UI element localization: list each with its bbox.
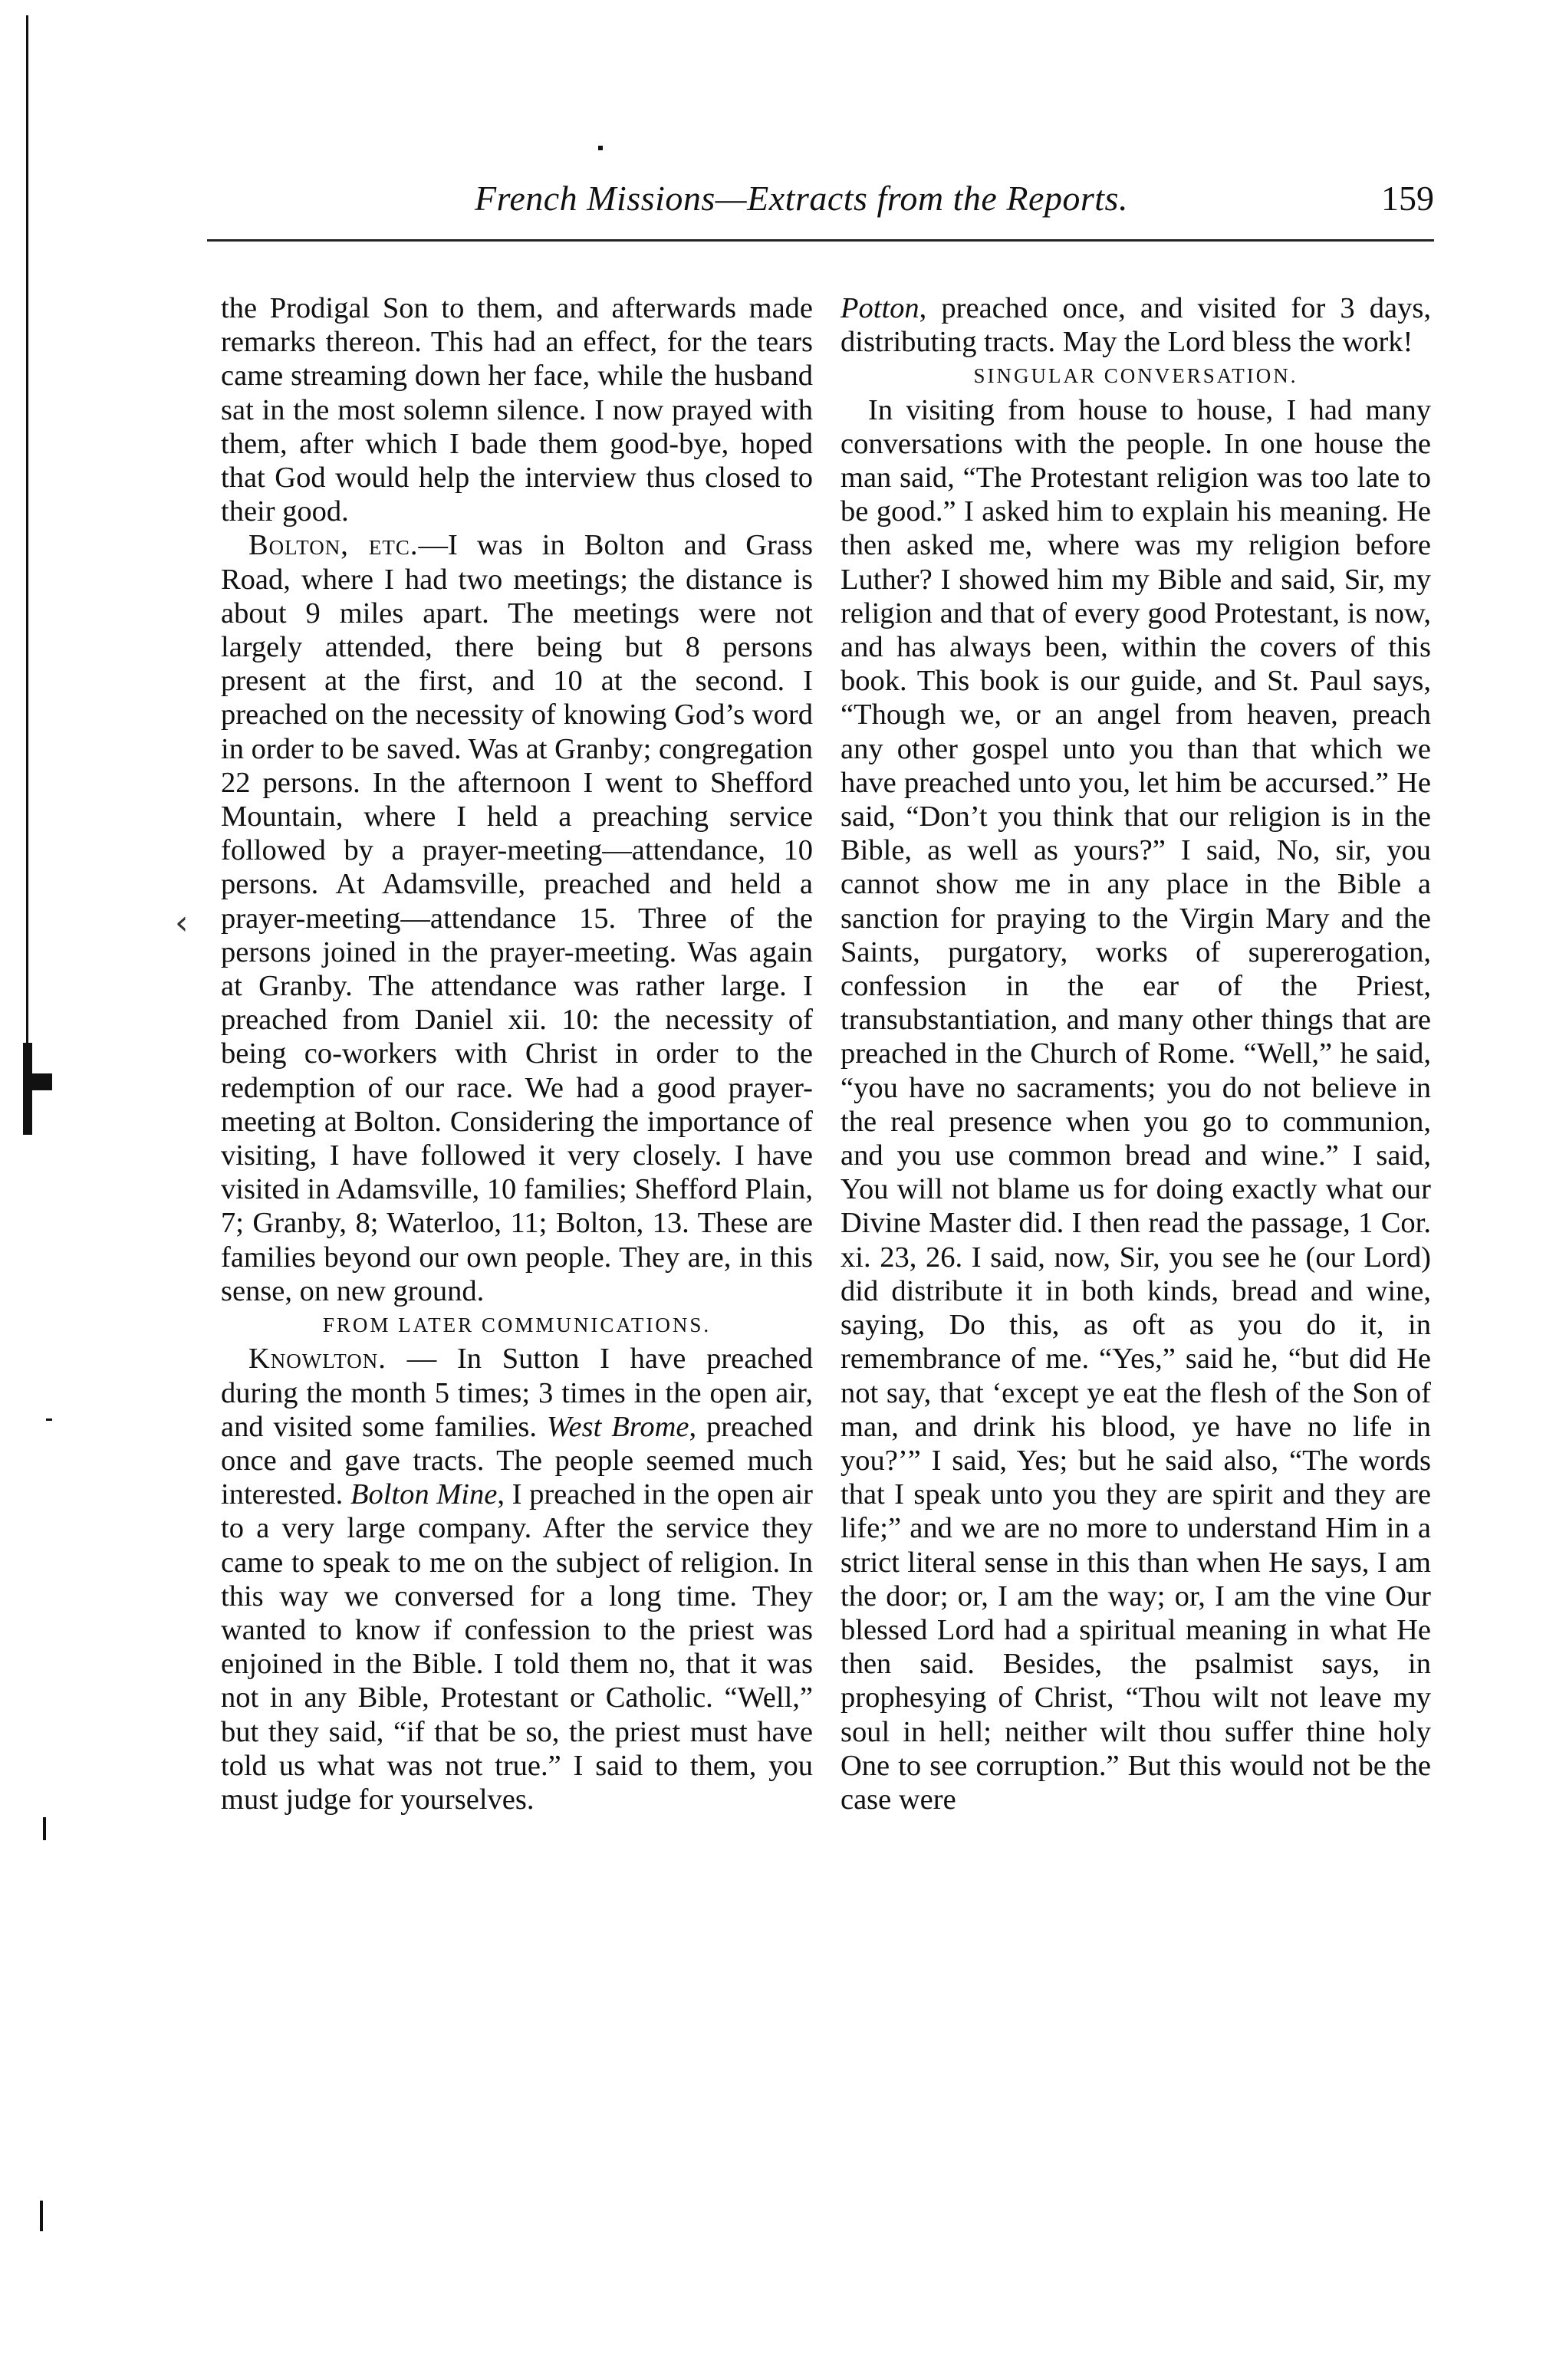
margin-dot-mark [598,146,603,150]
handwritten-margin-mark: ‹ [175,903,189,942]
section-heading: SINGULAR CONVERSATION. [973,364,1298,388]
section-heading: FROM LATER COMMUNICATIONS. [322,1313,712,1337]
margin-arrow-mark [32,1073,52,1090]
paragraph-continuation [841,291,1431,359]
place-name: Bolton Mine [350,1478,498,1511]
paragraph-text: —I was in Bolton and Grass Road, where I had two meetings; the distance is about 9 miles apart. The meetings were not largely attended, there being but 8 persons present at the first, and 10 at the second. I preached on the necessity of knowing God’s word in order to be saved. Was at Granby; congregation 22 persons. In the afternoon I went to Shefford Mountain, where I held a preaching service followed by a prayer-meeting—attendance, 10 persons. At Adamsville, preached and held a prayer-meeting—attendance 15. Three of the persons joined in the prayer-meeting. Was again at Granby. The attendance was rather large. I preached from Daniel xii. 10: the necessity of being co-workers with Christ in order to the redemption of our race. We had a good prayer-meeting at Bolton. Considering the importance of visiting, I have followed it very closely. I have visited in Adamsville, 10 families; Shefford Plain, 7; Granby, 8; Waterloo, 11; Bolton, 13. These are families beyond our own people. They are, in this sense, on new ground. [221,529,813,1307]
right-column [841,291,1431,1816]
header-rule [207,239,1434,242]
page-number: 159 [1381,179,1434,218]
paragraph-knowlton [221,1342,813,1816]
margin-dot-mark [43,1817,46,1840]
left-column [221,291,813,1816]
paragraph-continuation: the Prodigal Son to them, and afterwards made remarks thereon. This had an effect, for the tears came streaming down her face, while the husband sat in the most solemn silence. I now prayed with them, after which I bade them good-bye, hoped that God would help the interview thus closed to their good. [221,292,813,528]
paragraph-text: , preached once and gave tracts. The people seemed much interested. [221,1410,813,1511]
paragraph-text: , preached once, and visited for 3 days, distributing tracts. May the Lord bless the work! [841,292,1431,359]
paragraph-bolton [221,528,813,1308]
margin-rule-mark [26,15,28,1119]
margin-dot-mark [40,2201,43,2231]
margin-dot-mark [46,1418,52,1421]
paragraph-text: , I preached in the open air to a very large company. After the service they came to speak to me on the subject of religion. In this way we conversed for a long time. They wanted to know if confession to the priest was enjoined in the Bible. I told them no, that it was not in any Bible, Protestant or Catholic. “Well,” but they said, “if that be so, the priest must have told us what was not true.” I said to them, you must judge for yourselves. [221,1478,813,1816]
paragraph-lead-place: Knowlton. [248,1343,387,1376]
place-name: West Brome [546,1410,689,1443]
margin-rule-mark [23,1043,32,1135]
paragraph-lead-place: Bolton, etc. [248,529,419,562]
paragraph-text: — In Sutton I have preached during the month 5 times; 3 times in the open air, and visited some families. [221,1343,813,1443]
place-name: Potton [841,292,919,324]
page-header [207,178,1434,224]
paragraph-conversation: In visiting from house to house, I had many conversations with the people. In one house the man said, “The Protestant religion was too late to be good.” I asked him to explain his meaning. He then asked me, where was my religion before Luther? I showed him my Bible and said, Sir, my religion and that of every good Protestant, is now, and has always been, within the covers of this book. This book is our guide, and St. Paul says, “Though we, or an angel from heaven, preach any other gospel unto you than that which we have preached unto you, let him be accursed.” He said, “Don’t you think that our religion is in the Bible, as well as yours?” I said, No, sir, you cannot show me in any place in the Bible a sanction for praying to the Virgin Mary and the Saints, purgatory, works of supererogation, confession in the ear of the Priest, transubstantiation, and many other things that are preached in the Church of Rome. “Well,” he said, “you have no sacraments; you do not believe in the real presence when you go to communion, and you use common bread and wine.” I said, You will not blame us for doing exactly what our Divine Master did. I then read the passage, 1 Cor. xi. 23, 26. I said, now, Sir, you see he (our Lord) did distribute it in both kinds, bread and wine, saying, Do this, as oft as you do it, in remembrance of me. “Yes,” said he, “but did He not say, that ‘except ye eat the flesh of the Son of man, and drink his blood, ye have no life in you?’” I said, Yes; but he said also, “The words that I speak unto you they are spirit and they are life;” and we are no more to understand Him in a strict literal sense in this than when He says, I am the door; or, I am the way; or, I am the vine Our blessed Lord had a spiritual meaning in what He then said. Besides, the psalmist says, in prophesying of Christ, “Thou wilt not leave my soul in hell; neither wilt thou suffer thine holy One to see corruption.” But this would not be the case were [841,393,1431,1816]
running-title: French Missions—Extracts from the Reports. [475,179,1128,218]
